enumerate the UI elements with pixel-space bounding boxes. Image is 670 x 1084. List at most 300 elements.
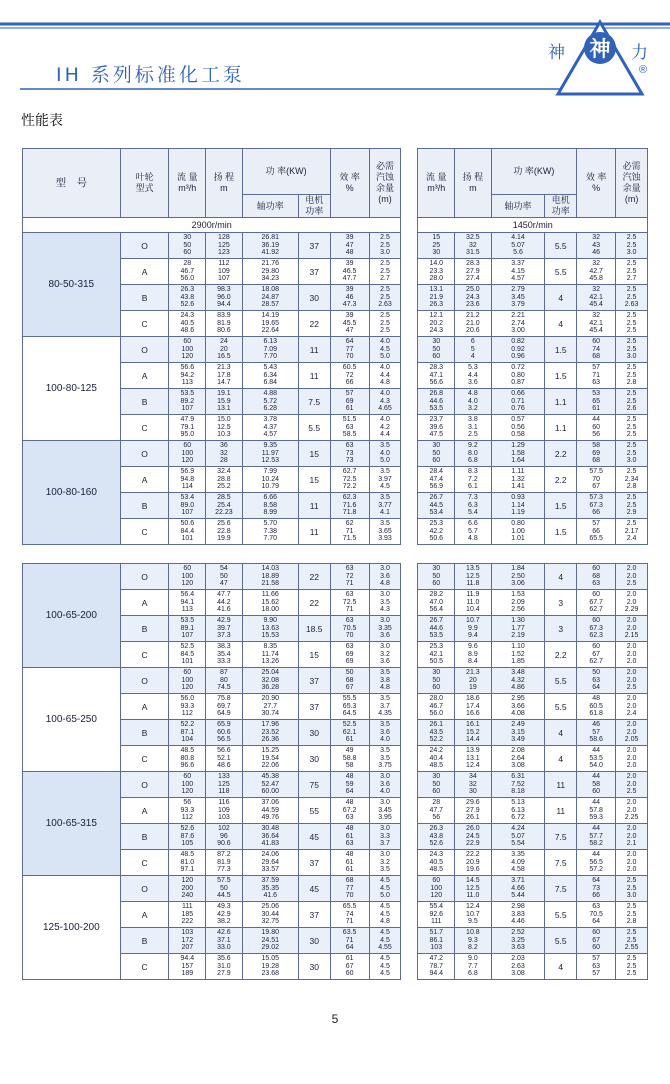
- head-values: 9.6 8.9 8.4: [455, 642, 492, 668]
- impeller-type: B: [120, 824, 169, 850]
- npsh-values: 2.5 2.5 3.0: [616, 876, 648, 902]
- head-values: 75.8 69.7 64.9: [206, 694, 243, 720]
- shaft-power-values: 25.04 32.08 36.28: [242, 668, 298, 694]
- motor-power: 3: [545, 616, 577, 642]
- head-values: 32.4 28.8 25.2: [206, 467, 243, 493]
- header-head-lo: 扬 程 m: [455, 149, 492, 218]
- npsh-values: 3.5 3.6 4.0: [369, 720, 401, 746]
- npsh-values: 3.5 3.5 3.75: [369, 746, 401, 772]
- flow-values: 52.6 87.6 105: [169, 824, 206, 850]
- model-name: 100-65-250: [23, 668, 121, 772]
- npsh-values: 4.0 4.5 5.0: [369, 337, 401, 363]
- head-values: 13.5 12.5 11.8: [455, 564, 492, 590]
- flow-values: 28.2 47.0 56.4: [418, 590, 455, 616]
- motor-power: 45: [298, 824, 330, 850]
- motor-power: 7.5: [298, 389, 330, 415]
- flow-values: 56.6 94.2 113: [169, 363, 206, 389]
- flow-values: 28.3 47.1 56.6: [418, 363, 455, 389]
- flow-values: 26.7 44.6 53.5: [418, 616, 455, 642]
- npsh-values: 2.5 2.5 2.7: [369, 259, 401, 285]
- npsh-values: 3.5 3.7 4.35: [369, 694, 401, 720]
- shaft-power-values: 19.80 24.51 29.02: [242, 928, 298, 954]
- npsh-values: 2.0 2.0 2.0: [616, 850, 648, 876]
- impeller-type: A: [120, 902, 169, 928]
- impeller-type: C: [120, 954, 169, 980]
- flow-values: 14.0 23.3 28.0: [418, 259, 455, 285]
- impeller-type: O: [120, 441, 169, 467]
- head-values: 34 32 30: [455, 772, 492, 798]
- head-values: 83.9 81.9 80.6: [206, 311, 243, 337]
- header-motor-power-hi: 电机 功率: [298, 195, 330, 218]
- head-values: 47.7 44.2 41.6: [206, 590, 243, 616]
- shaft-power-values: 45.38 52.47 60.00: [242, 772, 298, 798]
- head-values: 3.8 3.1 2.5: [455, 415, 492, 441]
- npsh-values: 2.5 2.5 2.5: [616, 415, 648, 441]
- flow-values: 30 50 60: [169, 233, 206, 259]
- flow-values: 30 50 60: [418, 564, 455, 590]
- npsh-values: 2.5 2.5 3.0: [616, 337, 648, 363]
- npsh-values: 2.0 2.0 2.25: [616, 798, 648, 824]
- header-model: 型 号: [23, 149, 121, 218]
- shaft-power-values: 3.48 4.32 4.86: [491, 668, 545, 694]
- head-values: 6.6 5.7 4.8: [455, 519, 492, 545]
- npsh-values: 3.5 3.77 4.1: [369, 493, 401, 519]
- shaft-power-values: 0.93 1.14 1.19: [491, 493, 545, 519]
- head-values: 102 96 90.6: [206, 824, 243, 850]
- motor-power: 5.5: [298, 415, 330, 441]
- head-values: 35.6 31.0 27.9: [206, 954, 243, 980]
- shaft-power-values: 0.80 1.00 1.01: [491, 519, 545, 545]
- head-values: 98.3 96.0 94.4: [206, 285, 243, 311]
- head-values: 65.9 60.6 56.5: [206, 720, 243, 746]
- efficiency-values: 62.7 72.5 72.2: [330, 467, 369, 493]
- motor-power: 11: [545, 772, 577, 798]
- head-values: 133 125 118: [206, 772, 243, 798]
- npsh-values: 2.0 2.0 2.29: [616, 590, 648, 616]
- head-values: 21.3 17.8 14.7: [206, 363, 243, 389]
- table-row: [23, 668, 648, 694]
- impeller-type: O: [120, 668, 169, 694]
- shaft-power-values: 4.88 5.72 6.28: [242, 389, 298, 415]
- efficiency-values: 60 67 62.7: [577, 642, 616, 668]
- head-values: 6 5 4: [455, 337, 492, 363]
- head-values: 25.0 24.3 23.6: [455, 285, 492, 311]
- motor-power: 22: [298, 311, 330, 337]
- npsh-values: 2.5 2.5 3.0: [369, 233, 401, 259]
- gap-column: [401, 233, 418, 545]
- efficiency-values: 61 67 60: [330, 954, 369, 980]
- flow-values: 26.3 43.8 52.6: [418, 824, 455, 850]
- efficiency-values: 51.5 63 58.5: [330, 415, 369, 441]
- brand-char-left: 神: [548, 43, 565, 63]
- motor-power: 7.5: [545, 876, 577, 902]
- efficiency-values: 62.3 71.6 71.8: [330, 493, 369, 519]
- table-row: [23, 441, 648, 467]
- shaft-power-values: 1.11 1.32 1.41: [491, 467, 545, 493]
- head-values: 56.6 52.1 48.6: [206, 746, 243, 772]
- head-values: 42.9 39.7 37.3: [206, 616, 243, 642]
- motor-power: 11: [298, 493, 330, 519]
- efficiency-values: 48 60.5 61.8: [577, 694, 616, 720]
- npsh-values: 4.0 4.3 4.65: [369, 389, 401, 415]
- motor-power: 5.5: [545, 233, 577, 259]
- impeller-type: C: [120, 519, 169, 545]
- npsh-values: 2.0 2.0 2.5: [616, 564, 648, 590]
- head-values: 18.6 17.4 16.6: [455, 694, 492, 720]
- efficiency-values: 44 53.5 54.0: [577, 746, 616, 772]
- efficiency-values: 63 69 69: [330, 642, 369, 668]
- motor-power: 3: [545, 590, 577, 616]
- motor-power: 30: [298, 746, 330, 772]
- header-motor-power-lo: 电机 功率: [545, 195, 577, 218]
- flow-values: 26.1 43.5 52.2: [418, 720, 455, 746]
- npsh-values: 3.5 4.0 5.0: [369, 441, 401, 467]
- npsh-values: 2.5 2.5 2.63: [616, 285, 648, 311]
- flow-values: 48.5 81.0 97.1: [169, 850, 206, 876]
- flow-values: 23.7 39.6 47.5: [418, 415, 455, 441]
- brand-char-right: 力: [631, 43, 648, 63]
- section-title: 性能表: [21, 113, 63, 129]
- motor-power: 30: [298, 720, 330, 746]
- npsh-values: 2.5 2.5 2.8: [616, 902, 648, 928]
- flow-values: 52.5 84.5 101: [169, 642, 206, 668]
- head-values: 32.5 32 31.5: [455, 233, 492, 259]
- flow-values: 30 50 60: [418, 441, 455, 467]
- head-values: 10.8 9.3 8.2: [455, 928, 492, 954]
- shaft-power-values: 5.70 7.38 7.70: [242, 519, 298, 545]
- efficiency-values: 44 57.8 59.3: [577, 798, 616, 824]
- shaft-power-values: 2.03 2.63 3.08: [491, 954, 545, 980]
- efficiency-values: 63 73 73: [330, 441, 369, 467]
- header-flow-lo: 流 量 m³/h: [418, 149, 455, 218]
- shaft-power-values: 25.06 30.44 32.75: [242, 902, 298, 928]
- flow-values: 24.2 40.4 48.5: [418, 746, 455, 772]
- efficiency-values: 60 67 60: [577, 928, 616, 954]
- npsh-values: 4.0 4.2 4.4: [369, 415, 401, 441]
- npsh-values: 4.5 4.5 4.8: [369, 902, 401, 928]
- flow-values: 25.3 42.1 50.5: [418, 642, 455, 668]
- head-values: 28.3 27.9 27.4: [455, 259, 492, 285]
- header-head-hi: 扬 程 m: [206, 149, 243, 218]
- flow-values: 103 172 207: [169, 928, 206, 954]
- head-values: 4.8 4.0 3.2: [455, 389, 492, 415]
- npsh-values: 2.5 2.5 2.63: [369, 285, 401, 311]
- flow-values: 47.9 79.1 95.0: [169, 415, 206, 441]
- shaft-power-values: 2.08 2.64 3.08: [491, 746, 545, 772]
- shaft-power-values: 1.53 2.09 2.56: [491, 590, 545, 616]
- shaft-power-values: 14.03 18.89 21.58: [242, 564, 298, 590]
- header-shaft-power-lo: 轴功率: [491, 195, 545, 218]
- flow-values: 15 25 30: [418, 233, 455, 259]
- impeller-type: O: [120, 876, 169, 902]
- flow-values: 52.2 87.1 104: [169, 720, 206, 746]
- table-row: [23, 876, 648, 902]
- model-name: 100-80-160: [23, 441, 121, 545]
- head-values: 14.5 12.5 11.0: [455, 876, 492, 902]
- efficiency-values: 32 43 46: [577, 233, 616, 259]
- registered-mark: ®: [639, 64, 648, 76]
- shaft-power-values: 1.84 2.50 3.06: [491, 564, 545, 590]
- efficiency-values: 63.5 71 64: [330, 928, 369, 954]
- efficiency-values: 58 69 68: [577, 441, 616, 467]
- motor-power: 1.1: [545, 415, 577, 441]
- efficiency-values: 64 73 66: [577, 876, 616, 902]
- model-name: 100-65-200: [23, 564, 121, 668]
- npsh-values: 3.0 3.3 3.7: [369, 824, 401, 850]
- efficiency-values: 46 57 58.6: [577, 720, 616, 746]
- flow-values: 24.3 40.5 48.6: [169, 311, 206, 337]
- npsh-values: 2.0 2.0 2.0: [616, 746, 648, 772]
- shaft-power-values: 7.99 10.24 10.79: [242, 467, 298, 493]
- head-values: 28.5 25.4 22.23: [206, 493, 243, 519]
- model-name: 80-50-315: [23, 233, 121, 337]
- performance-table-2: [22, 563, 648, 980]
- flow-values: 60 100 120: [169, 772, 206, 798]
- motor-power: 37: [298, 233, 330, 259]
- shaft-power-values: 15.25 19.54 22.06: [242, 746, 298, 772]
- motor-power: 1.1: [545, 389, 577, 415]
- shaft-power-values: 4.24 5.07 5.54: [491, 824, 545, 850]
- motor-power: 2.2: [545, 642, 577, 668]
- motor-power: 4: [545, 564, 577, 590]
- motor-power: 5.5: [545, 928, 577, 954]
- flow-values: 120 200 240: [169, 876, 206, 902]
- head-values: 87 80 74.5: [206, 668, 243, 694]
- flow-values: 26.7 44.5 53.4: [418, 493, 455, 519]
- shaft-power-values: 5.13 6.13 6.72: [491, 798, 545, 824]
- flow-values: 51.7 86.1 103: [418, 928, 455, 954]
- gap-column: [401, 564, 418, 980]
- motor-power: 4: [545, 954, 577, 980]
- flow-values: 12.1 20.2 24.3: [418, 311, 455, 337]
- efficiency-values: 65.5 74 71: [330, 902, 369, 928]
- impeller-type: C: [120, 746, 169, 772]
- efficiency-values: 68 77 70: [330, 876, 369, 902]
- flow-values: 47.2 78.7 94.4: [418, 954, 455, 980]
- efficiency-values: 63 70.5 64: [577, 902, 616, 928]
- head-values: 8.3 7.2 6.1: [455, 467, 492, 493]
- impeller-type: B: [120, 285, 169, 311]
- motor-power: 5.5: [545, 902, 577, 928]
- flow-values: 50.6 84.4 101: [169, 519, 206, 545]
- page-header: [0, 0, 670, 100]
- shaft-power-values: 24.06 29.64 33.57: [242, 850, 298, 876]
- efficiency-values: 63 70.5 70: [330, 616, 369, 642]
- impeller-type: O: [120, 772, 169, 798]
- npsh-values: 2.5 2.5 2.7: [616, 259, 648, 285]
- efficiency-values: 53 65 61: [577, 389, 616, 415]
- efficiency-values: 60 68 63: [577, 564, 616, 590]
- shaft-power-values: 0.66 0.71 0.76: [491, 389, 545, 415]
- head-values: 25.6 22.8 19.9: [206, 519, 243, 545]
- motor-power: 37: [298, 850, 330, 876]
- shaft-power-values: 9.90 13.63 15.53: [242, 616, 298, 642]
- model-name: 100-80-125: [23, 337, 121, 441]
- efficiency-values: 32 42.1 45.4: [577, 285, 616, 311]
- impeller-type: A: [120, 259, 169, 285]
- npsh-values: 2.5 2.5 2.8: [616, 363, 648, 389]
- flow-values: 26.8 44.6 53.5: [418, 389, 455, 415]
- shaft-power-values: 2.52 3.25 3.63: [491, 928, 545, 954]
- npsh-values: 2.0 2.0 2.5: [616, 772, 648, 798]
- flow-values: 111 185 222: [169, 902, 206, 928]
- model-name: 100-65-315: [23, 772, 121, 876]
- speed-high-label: 2900r/min: [23, 218, 401, 233]
- npsh-values: 4.5 4.5 4.5: [369, 954, 401, 980]
- motor-power: 1.5: [545, 519, 577, 545]
- flow-values: 25.3 42.2 50.6: [418, 519, 455, 545]
- gap-column: [401, 149, 418, 233]
- flow-values: 26.3 43.8 52.6: [169, 285, 206, 311]
- head-values: 9.0 7.7 6.8: [455, 954, 492, 980]
- efficiency-values: 57.5 70 67: [577, 467, 616, 493]
- shaft-power-values: 20.90 27.7 30.74: [242, 694, 298, 720]
- npsh-values: 3.5 3.8 4.8: [369, 668, 401, 694]
- header-shaft-power-hi: 轴功率: [242, 195, 298, 218]
- header-npsh-lo: 必需 汽蚀 余量 (m): [616, 149, 648, 218]
- motor-power: 11: [298, 519, 330, 545]
- npsh-values: 2.5 2.17 2.4: [616, 519, 648, 545]
- motor-power: 18.5: [298, 616, 330, 642]
- impeller-type: A: [120, 694, 169, 720]
- shaft-power-values: 3.35 4.09 4.58: [491, 850, 545, 876]
- npsh-values: 2.0 2.0 2.5: [616, 668, 648, 694]
- npsh-values: 2.5 2.5 2.6: [616, 389, 648, 415]
- efficiency-values: 63 72.5 71: [330, 590, 369, 616]
- motor-power: 4: [545, 311, 577, 337]
- shaft-power-values: 21.76 29.80 34.23: [242, 259, 298, 285]
- npsh-values: 2.0 2.0 2.0: [616, 642, 648, 668]
- npsh-values: 2.5 2.5 2.5: [616, 954, 648, 980]
- npsh-values: 4.5 4.5 5.0: [369, 876, 401, 902]
- motor-power: 5.5: [545, 668, 577, 694]
- impeller-type: B: [120, 720, 169, 746]
- motor-power: 7.5: [545, 824, 577, 850]
- shaft-power-values: 37.59 35.35 41.6: [242, 876, 298, 902]
- impeller-type: B: [120, 493, 169, 519]
- npsh-values: 2.5 2.5 3.0: [616, 233, 648, 259]
- npsh-values: 2.5 2.5 2.5: [369, 311, 401, 337]
- efficiency-values: 39 47 48: [330, 233, 369, 259]
- motor-power: 11: [298, 363, 330, 389]
- header-row: [23, 149, 648, 195]
- shaft-power-values: 1.29 1.58 1.64: [491, 441, 545, 467]
- npsh-values: 2.0 2.0 2.05: [616, 720, 648, 746]
- head-values: 10.7 9.9 9.4: [455, 616, 492, 642]
- table-row: [23, 337, 648, 363]
- head-values: 11.9 11.0 10.4: [455, 590, 492, 616]
- shaft-power-values: 26.81 36.19 41.92: [242, 233, 298, 259]
- header-power-hi: 功 率(KW): [242, 149, 330, 195]
- head-values: 128 125 123: [206, 233, 243, 259]
- shaft-power-values: 2.95 3.66 4.08: [491, 694, 545, 720]
- motor-power: 1.5: [545, 337, 577, 363]
- head-values: 42.6 37.1 33.0: [206, 928, 243, 954]
- motor-power: 15: [298, 467, 330, 493]
- efficiency-values: 44 56.5 57.2: [577, 850, 616, 876]
- motor-power: 1.5: [545, 363, 577, 389]
- flow-values: 55.4 92.6 111: [418, 902, 455, 928]
- head-values: 54 50 47: [206, 564, 243, 590]
- head-values: 22.2 20.9 19.6: [455, 850, 492, 876]
- head-values: 26.0 24.5 22.9: [455, 824, 492, 850]
- efficiency-values: 60 74 68: [577, 337, 616, 363]
- head-values: 112 109 107: [206, 259, 243, 285]
- impeller-type: C: [120, 850, 169, 876]
- efficiency-values: 32 42.1 45.4: [577, 311, 616, 337]
- head-values: 49.3 42.9 38.2: [206, 902, 243, 928]
- motor-power: 5.5: [545, 259, 577, 285]
- flow-values: 13.1 21.9 26.3: [418, 285, 455, 311]
- flow-values: 60 100 120: [169, 441, 206, 467]
- motor-power: 2.2: [545, 467, 577, 493]
- shaft-power-values: 3.71 4.66 5.44: [491, 876, 545, 902]
- motor-power: 37: [298, 694, 330, 720]
- efficiency-values: 44 57.7 58.2: [577, 824, 616, 850]
- shaft-power-values: 0.82 0.92 0.96: [491, 337, 545, 363]
- header-flow-hi: 流 量 m³/h: [169, 149, 206, 218]
- page-number: 5: [331, 1012, 339, 1026]
- shaft-power-values: 3.78 4.37 4.57: [242, 415, 298, 441]
- motor-power: 37: [298, 902, 330, 928]
- shaft-power-values: 17.96 23.52 26.36: [242, 720, 298, 746]
- npsh-values: 3.0 3.35 3.6: [369, 616, 401, 642]
- head-values: 87.2 81.9 77.3: [206, 850, 243, 876]
- flow-values: 60 100 120: [418, 876, 455, 902]
- impeller-type: C: [120, 415, 169, 441]
- efficiency-values: 62 71 71.5: [330, 519, 369, 545]
- motor-power: 30: [298, 928, 330, 954]
- shaft-power-values: 5.43 6.34 6.84: [242, 363, 298, 389]
- shaft-power-values: 0.57 0.56 0.58: [491, 415, 545, 441]
- shaft-power-values: 14.19 19.65 22.64: [242, 311, 298, 337]
- shaft-power-values: 11.66 15.62 18.00: [242, 590, 298, 616]
- shaft-power-values: 9.35 11.97 12.53: [242, 441, 298, 467]
- flow-values: 60 100 120: [169, 337, 206, 363]
- impeller-type: O: [120, 337, 169, 363]
- impeller-type: A: [120, 590, 169, 616]
- npsh-values: 4.0 4.4 4.8: [369, 363, 401, 389]
- efficiency-values: 50 63 64: [577, 668, 616, 694]
- impeller-type: C: [120, 642, 169, 668]
- shaft-power-values: 15.05 19.28 23.68: [242, 954, 298, 980]
- head-values: 16.1 15.2 14.4: [455, 720, 492, 746]
- efficiency-values: 32 42.7 45.8: [577, 259, 616, 285]
- efficiency-values: 44 58 60: [577, 772, 616, 798]
- shaft-power-values: 0.72 0.80 0.87: [491, 363, 545, 389]
- efficiency-values: 60 67.3 62.3: [577, 616, 616, 642]
- npsh-values: 2.5 2.5 2.55: [616, 928, 648, 954]
- head-values: 21.3 20 19: [455, 668, 492, 694]
- motor-power: 2.2: [545, 441, 577, 467]
- shaft-power-values: 2.49 3.15 3.49: [491, 720, 545, 746]
- model-name: 125-100-200: [23, 876, 121, 980]
- logo-char: 神: [589, 37, 611, 61]
- npsh-values: 2.0 2.0 2.4: [616, 694, 648, 720]
- npsh-values: 3.5 3.97 4.5: [369, 467, 401, 493]
- efficiency-values: 48 61 63: [330, 824, 369, 850]
- flow-values: 56.4 94.1 113: [169, 590, 206, 616]
- efficiency-values: 60 67.7 62.7: [577, 590, 616, 616]
- flow-values: 28 47.7 56: [418, 798, 455, 824]
- motor-power: 22: [298, 564, 330, 590]
- head-values: 13.9 13.1 12.4: [455, 746, 492, 772]
- shaft-power-values: 6.31 7.52 8.18: [491, 772, 545, 798]
- header-efficiency-hi: 效 率 %: [330, 149, 369, 218]
- flow-values: 53.5 89.1 107: [169, 616, 206, 642]
- header-npsh-hi: 必需 汽蚀 余量 (m): [369, 149, 401, 218]
- efficiency-values: 60.5 72 66: [330, 363, 369, 389]
